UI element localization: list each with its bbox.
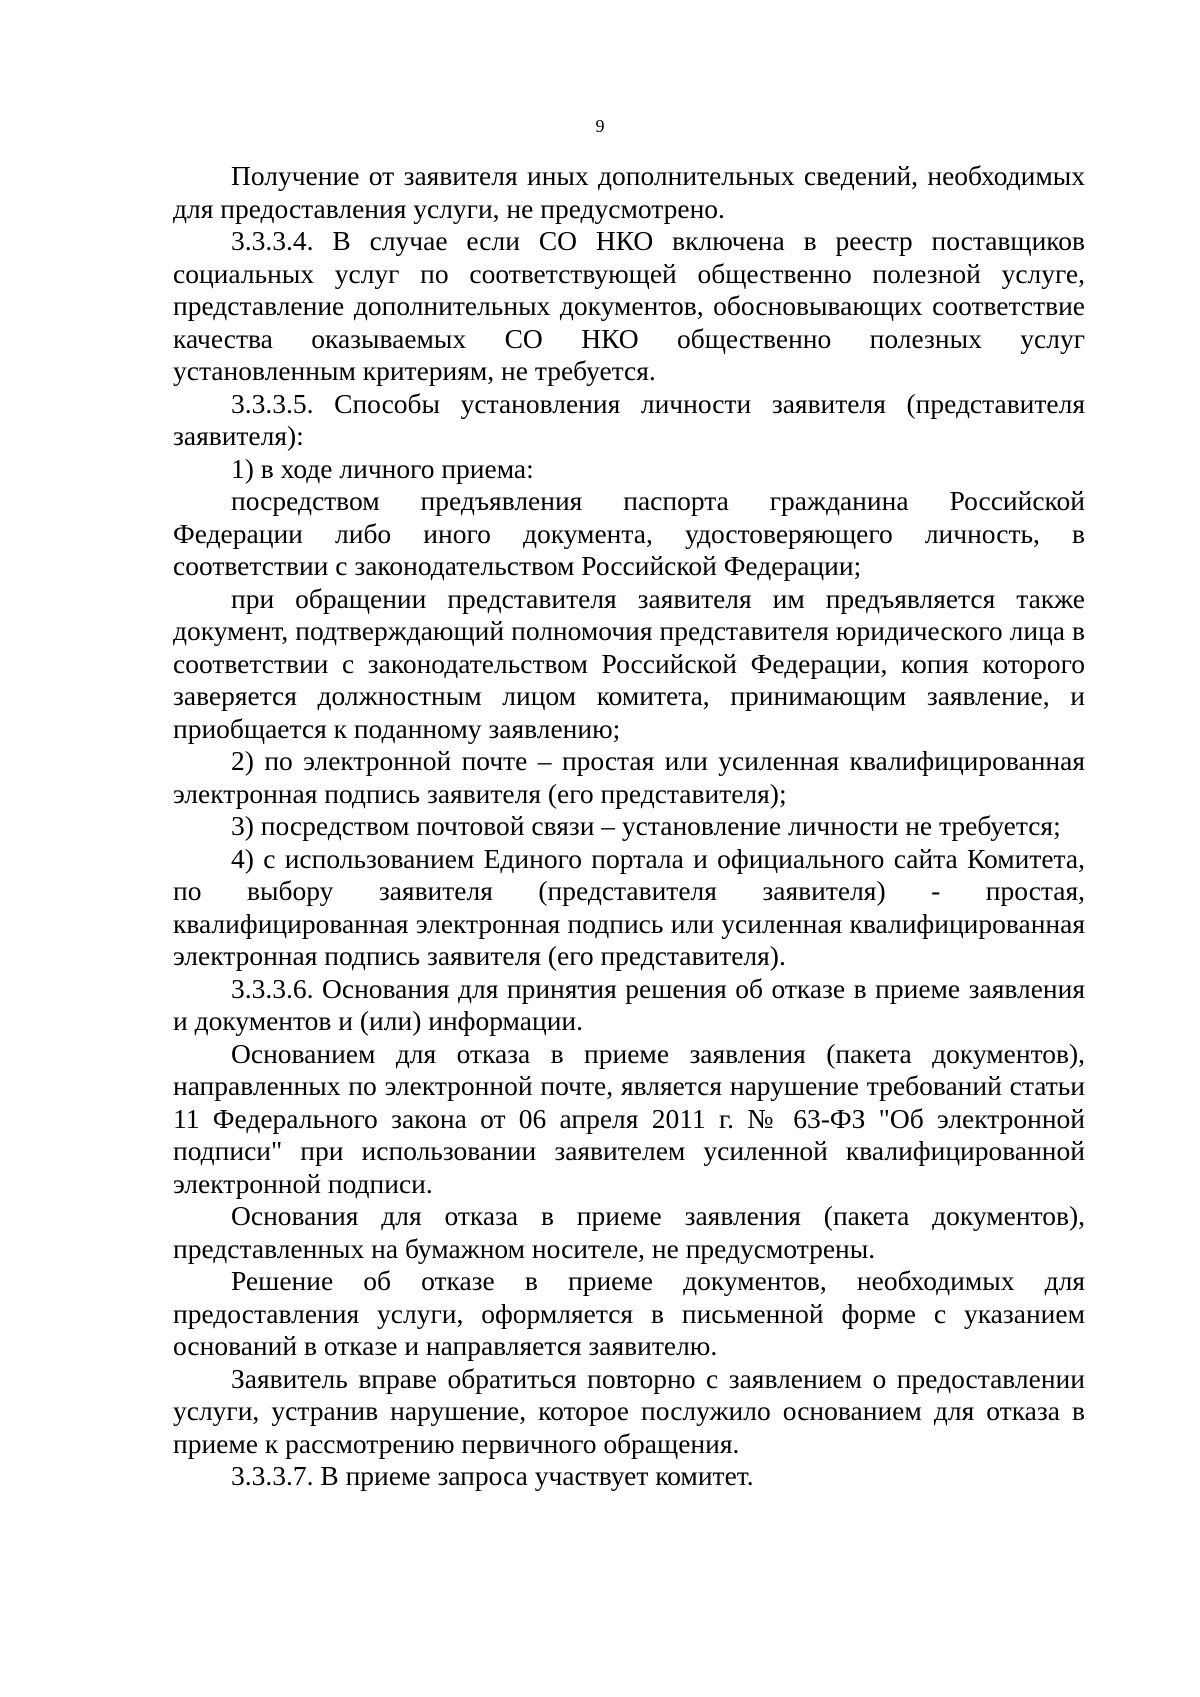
paragraph-3-3-3-6: 3.3.3.6. Основания для принятия решения об отказе в приеме заявления и документов и (или) информации. bbox=[173, 972, 1085, 1036]
page-number: 9 bbox=[595, 116, 605, 136]
paragraph-reapply: Заявитель вправе обратиться повторно с заявлением о предоставлении услуги, устранив нарушение, которое послужило основанием для отказа в приеме к рассмотрению первичного обращения. bbox=[173, 1362, 1085, 1459]
paragraph-refusal-paper: Основания для отказа в приеме заявления (пакета документов), представленных на бумажном носителе, не предусмотрены. bbox=[173, 1200, 1085, 1264]
paragraph-3-3-3-5: 3.3.3.5. Способы установления личности заявителя (представителя заявителя): bbox=[173, 387, 1085, 451]
paragraph-postal: 3) посредством почтовой связи – установление личности не требуется; bbox=[231, 810, 1061, 841]
paragraph-email: 2) по электронной почте – простая или усиленная квалифицированная электронная подпись заявителя (его представителя); bbox=[173, 745, 1085, 809]
paragraph-representative: при обращении представителя заявителя им предъявляется также документ, подтверждающий полномочия представителя юридического лица в соответствии с законодательством Российской Федерации, копия которого заверяется должностным лицом комитета, принимающим заявление, и приобщается к поданному заявлению; bbox=[173, 582, 1085, 744]
document-body bbox=[173, 160, 1085, 1493]
paragraph-passport: посредством предъявления паспорта гражданина Российской Федерации либо иного документа, удостоверяющего личность, в соответствии с законодательством Российской Федерации; bbox=[173, 485, 1085, 581]
paragraph-refusal-email: Основанием для отказа в приеме заявления (пакета документов), направленных по электронной почте, является нарушение требований статьи 11 Федерального закона от 06 апреля 2011 г. № 63-ФЗ "Об электронной подписи" при использовании заявителем усиленной квалифицированной электронной подписи. bbox=[173, 1037, 1085, 1199]
paragraph-3-3-3-4: 3.3.3.4. В случае если СО НКО включена в реестр поставщиков социальных услуг по соответствующей общественно полезной услуге, представление дополнительных документов, обосновывающих соответствие качества оказываемых СО НКО общественно полезных услуг установленным критериям, не требуется. bbox=[173, 225, 1085, 386]
paragraph-refusal-decision: Решение об отказе в приеме документов, необходимых для предоставления услуги, оформляется в письменной форме с указанием оснований в отказе и направляется заявителю. bbox=[173, 1265, 1085, 1361]
paragraph-3-3-3-7: 3.3.3.7. В приеме запроса участвует комитет. bbox=[231, 1460, 754, 1491]
paragraph-personal-reception: 1) в ходе личного приема: bbox=[231, 452, 534, 484]
paragraph-portal: 4) с использованием Единого портала и официального сайта Комитета, по выбору заявителя (представителя заявителя) - простая, квалифицированная электронная подпись или усиленная квалифицированная электронная подпись заявителя (его представителя). bbox=[173, 842, 1085, 971]
paragraph-additional-info: Получение от заявителя иных дополнительных сведений, необходимых для предоставления услуги, не предусмотрено. bbox=[173, 160, 1085, 224]
